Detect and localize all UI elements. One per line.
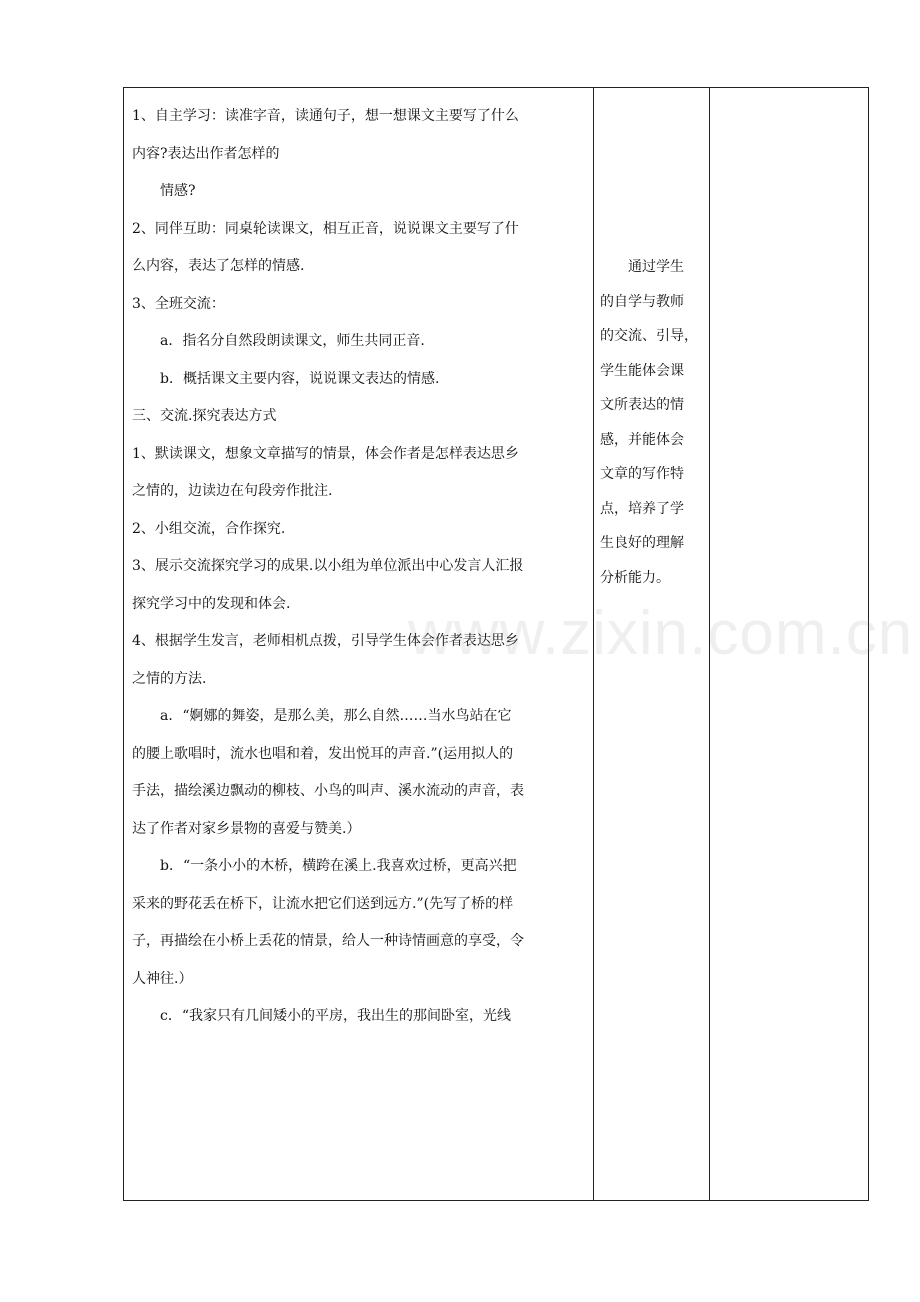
note-line: 的自学与教师 — [600, 293, 684, 310]
text-line: 2、小组交流，合作探究. — [132, 520, 286, 537]
note-line: 的交流、引导， — [600, 328, 698, 344]
text-line: b．“一条小小的木桥，横跨在溪上.我喜欢过桥，更高兴把 — [160, 858, 517, 874]
text-line: 探究学习中的发现和体会. — [132, 595, 291, 612]
text-line: 么内容，表达了怎样的情感. — [132, 258, 305, 274]
text-line: 2、同伴互助：同桌轮读课文，相互正音，说说课文主要写了什 — [132, 220, 519, 237]
text-line: 1、自主学习：读准字音，读通句子，想一想课文主要写了什么 — [132, 108, 519, 124]
text-line: 之情的方法. — [132, 670, 207, 687]
note-line: 文所表达的情 — [600, 397, 684, 413]
text-line: 采来的野花丢在桥下，让流水把它们送到远方.”(先写了桥的样 — [132, 895, 514, 912]
teaching-process-column — [132, 98, 587, 1036]
design-intent-column — [600, 250, 706, 595]
watermark: www.zixin.com.cn — [408, 599, 914, 668]
text-line: 3、全班交流： — [132, 295, 225, 312]
text-line: 之情的，边读边在句段旁作批注. — [132, 483, 333, 499]
note-line: 文章的写作特 — [600, 466, 684, 482]
text-line: 情感? — [160, 183, 196, 199]
text-line: 4、根据学生发言，老师相机点拨，引导学生体会作者表达思乡 — [132, 633, 519, 649]
note-line: 点，培养了学 — [600, 500, 684, 517]
column-divider — [593, 88, 594, 1200]
text-line: 的腰上歌唱时，流水也唱和着，发出悦耳的声音.”(运用拟人的 — [132, 745, 514, 762]
text-line: 内容?表达出作者怎样的 — [132, 145, 280, 162]
section-heading: 三、交流.探究表达方式 — [132, 408, 277, 424]
note-line: 学生能体会课 — [600, 362, 684, 379]
text-line: 人神往.） — [132, 970, 193, 987]
text-line: 子，再描绘在小桥上丢花的情景，给人一种诗情画意的享受，令 — [132, 933, 524, 949]
note-line: 通过学生 — [628, 259, 684, 275]
column-divider — [709, 88, 710, 1200]
note-line: 感，并能体会 — [600, 431, 684, 448]
text-line: 达了作者对家乡景物的喜爱与赞美.） — [132, 820, 361, 837]
note-line: 生良好的理解 — [600, 535, 684, 551]
text-line: 手法，描绘溪边飘动的柳枝、小鸟的叫声、溪水流动的声音，表 — [132, 783, 524, 799]
note-line: 分析能力。 — [600, 569, 670, 586]
text-line: 1、默读课文，想象文章描写的情景，体会作者是怎样表达思乡 — [132, 445, 519, 462]
text-line: a．指名分自然段朗读课文，师生共同正音. — [160, 333, 425, 349]
text-line: 3、展示交流探究学习的成果.以小组为单位派出中心发言人汇报 — [132, 558, 524, 574]
text-line: a．“婀娜的舞姿，是那么美，那么自然……当水鸟站在它 — [160, 708, 512, 724]
text-line: b．概括课文主要内容，说说课文表达的情感. — [160, 370, 440, 387]
text-line: c．“我家只有几间矮小的平房，我出生的那间卧室，光线 — [160, 1008, 511, 1024]
lesson-plan-table — [123, 87, 869, 1201]
